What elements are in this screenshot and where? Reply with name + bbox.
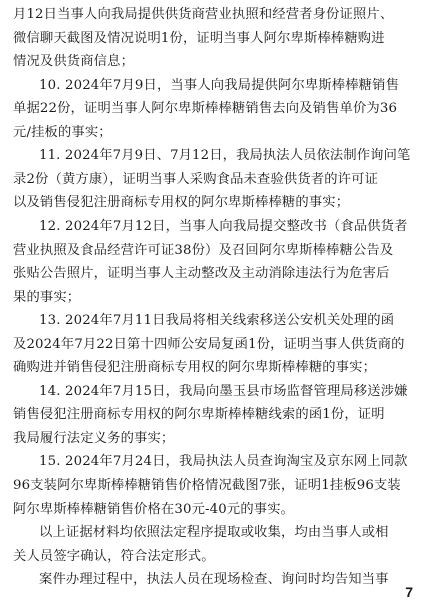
text-line: 关人员签字确认，符合法定形式。 <box>13 548 215 564</box>
text-line: 情况及供货商信息； <box>13 54 135 70</box>
text-line: 录2份（黄方康），证明当事人采购食品未查验供货者的许可证 <box>13 171 379 187</box>
text-line: 元/挂板的事实； <box>13 124 112 140</box>
text-line: 阿尔卑斯棒棒糖销售价格在30元-40元的事实。 <box>13 501 295 517</box>
text-line: 11. 2024年7月9日、7月12日，我局执法人员依法制作询问笔 <box>39 148 411 164</box>
page-number: 7 <box>405 584 413 600</box>
text-line: 14. 2024年7月15日，我局向墨玉县市场监督管理局移送涉嫌 <box>39 383 408 399</box>
text-line: 微信聊天截图及情况说明1份，证明当事人阿尔卑斯棒棒糖购进 <box>13 30 385 46</box>
text-line: 10. 2024年7月9日，当事人向我局提供阿尔卑斯棒棒糖销售 <box>39 77 400 93</box>
text-line: 15. 2024年7月24日，我局执法人员查询淘宝及京东网上同款 <box>39 454 408 470</box>
text-line: 单据22份，证明当事人阿尔卑斯棒棒糖销售去向及销售单价为36 <box>13 101 398 117</box>
text-line: 以及销售侵犯注册商标专用权的阿尔卑斯棒棒糖的事实； <box>13 195 350 211</box>
text-line: 月12日当事人向我局提供供货商营业执照和经营者身份证照片、 <box>13 7 394 22</box>
text-line: 张贴公告照片，证明当事人主动整改及主动消除违法行为危害后 <box>13 266 390 282</box>
text-line: 96支装阿尔卑斯棒棒糖销售价格情况截图7张，证明1挂板96支装 <box>13 478 401 493</box>
text-line: 营业执照及食品经营许可证38份）及召回阿尔卑斯棒棒糖公告及 <box>13 242 394 258</box>
text-line: 案件办理过程中，执法人员在现场检查、询问时均告知当事 <box>39 572 389 588</box>
text-line: 销售侵犯注册商标专用权的阿尔卑斯棒棒糖线索的函1份，证明 <box>13 407 385 423</box>
text-line: 果的事实； <box>13 289 81 305</box>
text-line: 以上证据材料均依照法定程序提取或收集，均由当事人或相 <box>39 525 389 541</box>
text-line: 我局履行法定义务的事实； <box>13 430 175 446</box>
text-line: 确购进并销售侵犯注册商标专用权的阿尔卑斯棒棒糖的事实； <box>13 360 377 376</box>
text-line: 及2024年7月22日第十四师公安局复函1份，证明当事人供货商的 <box>13 336 405 352</box>
text-line: 13. 2024年7月11日我局将相关线索移送公安机关处理的函 <box>39 313 395 329</box>
text-line: 12. 2024年7月12日，当事人向我局提交整改书（食品供货者 <box>39 218 408 234</box>
